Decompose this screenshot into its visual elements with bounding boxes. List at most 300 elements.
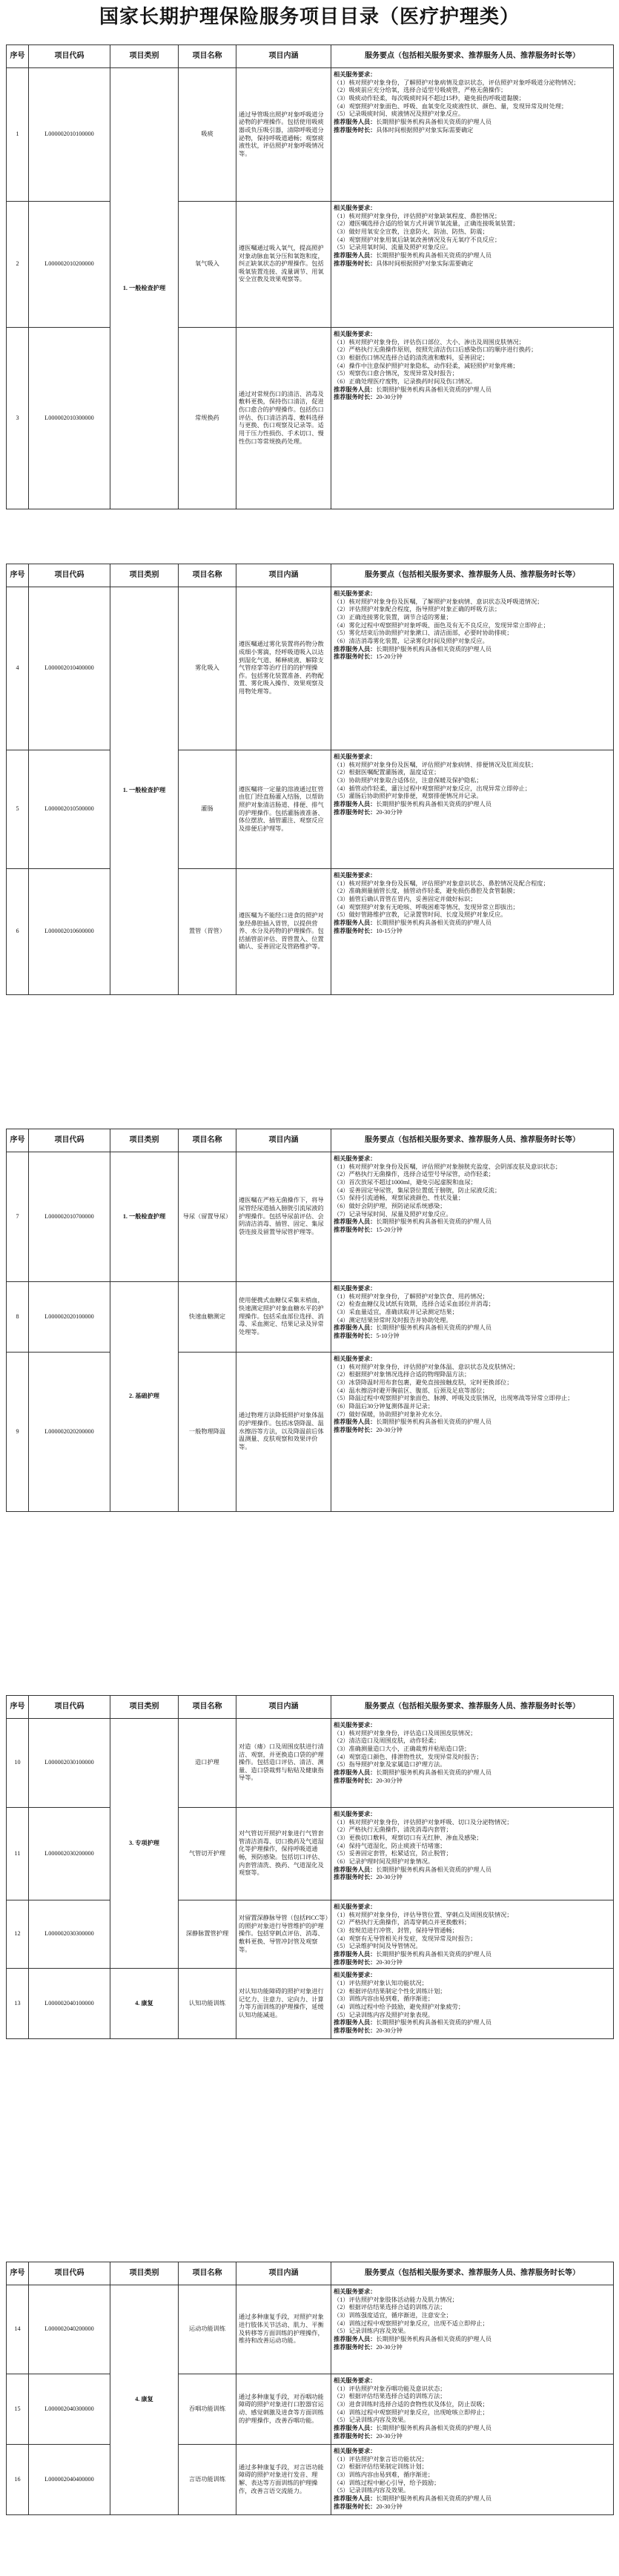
requirements-heading: 相关服务要求： [334,331,377,337]
item-description: 通过多种康复手段，对照护对象进行肢体关节活动、肌力、平衡及转移等方面训练的护理操作，维持和改善运动功能。 [236,2285,331,2374]
requirements-heading: 相关服务要求： [334,2448,377,2454]
row-number: 14 [7,2285,29,2374]
row-number: 15 [7,2374,29,2445]
recommended-duration-label: 推荐服务时长： [334,2503,377,2510]
row-number: 7 [7,1152,29,1282]
item-name: 运动功能训练 [179,2285,236,2374]
recommended-staff-label: 推荐服务人员： [334,1866,377,1873]
item-code: L000002010400000 [29,587,110,750]
table-page-5 [6,2262,613,2515]
requirement-line: （2）根据照护对象情况选择合适的物理降温方法； [334,1371,471,1378]
table-row [7,1719,614,1808]
row-number: 2 [7,202,29,328]
recommended-staff-label: 推荐服务人员： [334,2424,377,2431]
table-header-row [7,1696,614,1719]
column-header: 项目代码 [29,2262,110,2285]
service-table [6,2262,614,2515]
recommended-staff [334,1769,611,1777]
recommended-duration-label: 推荐服务时长： [334,260,377,267]
item-description: 遵医嘱通过吸入氧气，提高照护对象动脉血氧分压和氧饱和度，纠正缺氧状态的护理操作。包括吸氧装置连接、流量调节、用氧安全宣教及效果观察等。 [236,202,331,328]
requirements-heading: 相关服务要求： [334,2288,377,2295]
requirement-line: （1）核对照护对象身份及医嘱，了解照护对象病情、意识状态及呼吸道情况； [334,598,543,605]
item-code: L000002040400000 [29,2445,110,2515]
service-requirements [331,869,614,995]
item-description: 遵医嘱在严格无菌操作下，将导尿管经尿道插入膀胱引流尿液的护理操作。包括导尿前评估、会阴清洁消毒、插管、固定、集尿袋连接及留置导尿管护理等。 [236,1152,331,1282]
item-name: 吸痰 [179,68,236,202]
requirement-line: （2）严格执行无菌操作，消毒穿刺点并更换敷料； [334,1919,471,1926]
recommended-duration-value: 15-20分钟 [376,653,403,661]
recommended-staff-value: 长期照护服务机构具备相关资质的护理人员 [376,386,491,393]
item-name: 快速血糖测定 [179,1282,236,1353]
recommended-duration [334,2433,611,2441]
column-header: 项目内涵 [236,564,331,587]
recommended-staff [334,252,611,260]
recommended-staff-value: 长期照护服务机构具备相关资质的护理人员 [376,2019,491,2027]
row-number: 10 [7,1719,29,1808]
requirement-line: （2）根据评估结果制定个性化训练计划； [334,1987,446,1995]
table-row [7,869,614,995]
recommended-duration-value: 具体时间根据照护对象实际需要确定 [376,126,474,133]
recommended-staff-value: 长期照护服务机构具备相关资质的护理人员 [376,2494,491,2502]
requirement-line: （1）核对照护对象身份，了解照护对象病情及意识状态，评估照护对象呼吸道分泌物情况； [334,79,580,86]
recommended-duration [334,928,611,936]
item-code: L000002030200000 [29,1808,110,1900]
column-header: 项目名称 [179,564,236,587]
row-number: 13 [7,1969,29,2039]
recommended-duration-value: 5-10分钟 [376,1332,400,1339]
item-description: 通过物理方法降低照护对象体温的护理操作。包括冰袋降温、温水擦浴等方法，以及降温前后体温测量、皮肤观察和效果评价等。 [236,1353,331,1512]
item-code: L000002010500000 [29,750,110,869]
row-number: 11 [7,1808,29,1900]
item-name: 造口护理 [179,1719,236,1808]
table-row [7,2445,614,2515]
column-header: 服务要点（包括相关服务要求、推荐服务人员、推荐服务时长等） [331,2262,614,2285]
requirement-line: （4）观察照护对象有无呛咳、呼吸困难等情况，发现异常立即拔出； [334,903,519,911]
requirements-heading: 相关服务要求： [334,1811,377,1817]
requirement-line: （4）训练过程中耐心引导，给予鼓励； [334,2479,440,2486]
service-requirements [331,202,614,328]
item-description: 对留置深静脉导管（包括PICC等）的照护对象进行导管维护的护理操作。包括穿刺点评估、消毒、敷料更换、导管冲封管及观察等。 [236,1900,331,1969]
recommended-duration-label: 推荐服务时长： [334,808,377,816]
item-code: L000002010700000 [29,1152,110,1282]
requirement-line: （4）训练过程中给予鼓励，避免照护对象疲劳； [334,2003,465,2010]
table-row [7,2285,614,2374]
recommended-staff [334,119,611,127]
recommended-staff [334,1419,611,1427]
recommended-duration-label: 推荐服务时长： [334,1958,377,1966]
recommended-staff [334,1951,611,1959]
requirement-line: （6）记录护理时间及照护对象情况。 [334,1857,434,1865]
table-row [7,750,614,869]
requirement-line: （5）记录训练内容及照护对象表现。 [334,2011,434,2018]
requirements-heading: 相关服务要求： [334,590,377,597]
recommended-duration-label: 推荐服务时长： [334,2027,377,2034]
recommended-duration-label: 推荐服务时长： [334,394,377,401]
recommended-duration-value: 20-30分钟 [376,1958,403,1966]
requirement-line: （4）温水擦浴时避开胸前区、腹部、后颈及足底等部位； [334,1387,489,1394]
requirement-line: （1）评估照护对象言语功能状况； [334,2455,428,2463]
recommended-duration [334,1427,611,1435]
table-header-row [7,45,614,68]
column-header: 服务要点（包括相关服务要求、推荐服务人员、推荐服务时长等） [331,1696,614,1719]
requirement-line: （3）进食训练时选择合适的食物性状及体位，防止误吸； [334,2400,489,2408]
requirement-line: （2）检查血糖仪及试纸有效期，选择合适采血部位并消毒； [334,1301,494,1308]
column-header: 序号 [7,2262,29,2285]
item-description: 对造（瘘）口及周围皮肤进行清洁、观察，并更换造口袋的护理操作。包括造口评估、清洁、测量、造口袋裁剪与粘贴及健康指导等。 [236,1719,331,1808]
item-name: 导尿（留置导尿） [179,1152,236,1282]
column-header: 项目名称 [179,2262,236,2285]
item-code: L000002010300000 [29,328,110,509]
column-header: 序号 [7,45,29,68]
requirement-line: （6）正确处理医疗废物，记录换药时间及伤口情况。 [334,377,477,385]
recommended-staff-value: 长期照护服务机构具备相关资质的护理人员 [376,2335,491,2342]
row-number: 3 [7,328,29,509]
recommended-duration-value: 20-30分钟 [376,2432,403,2440]
requirements-heading: 相关服务要求： [334,2377,377,2384]
row-number: 5 [7,750,29,869]
row-number: 4 [7,587,29,750]
requirement-line: （5）雾化结束后协助照护对象漱口、清洁面部，必要时协助排痰； [334,630,513,637]
requirement-line: （1）核对照护对象身份及医嘱，评估照护对象意识状态、鼻腔情况及配合程度； [334,879,549,887]
requirement-line: （3）准确测量造口大小，正确裁剪并粘贴造口袋； [334,1745,471,1752]
requirement-line: （3）插管后确认胃管在胃内，妥善固定并做好标识； [334,895,477,902]
service-table [6,564,614,995]
requirement-line: （1）评估照护对象吞咽功能及意识状态； [334,2385,446,2392]
service-requirements [331,2374,614,2445]
recommended-staff-label: 推荐服务人员： [334,1218,377,1226]
requirement-line: （2）根据医嘱配置灌肠液，温度适宜； [334,769,440,776]
recommended-duration-value: 20-30分钟 [376,1874,403,1881]
recommended-duration-value: 20-30分钟 [376,1426,403,1433]
requirement-line: （1）评估照护对象肢体活动能力及肌力情况； [334,2296,458,2303]
requirement-line: （3）按规范进行冲管、封管，保持导管通畅； [334,1926,458,1934]
requirement-line: （1）核对照护对象身份，评估造口及周围皮肤情况； [334,1729,477,1737]
requirement-line: （4）观察照护对象面色、呼吸、血氧变化及痰液性状、颜色、量，发现异常及时处理； [334,102,568,110]
recommended-duration [334,809,611,817]
item-category: 4. 康复 [110,2285,179,2515]
row-number: 9 [7,1353,29,1512]
column-header: 项目内涵 [236,1129,331,1152]
service-table [6,1129,614,1512]
recommended-staff [334,386,611,394]
requirement-line: （1）核对照护对象身份，评估照护对象缺氧程度、鼻腔情况； [334,212,501,219]
requirements-heading: 相关服务要求： [334,1903,377,1910]
recommended-staff [334,2425,611,2433]
requirement-line: （2）根据评估结果选择合适的训练方法； [334,2304,446,2311]
requirement-line: （5）观察伤口愈合情况，发现异常及时报告； [334,370,458,377]
item-code: L000002020100000 [29,1282,110,1353]
recommended-staff-value: 长期照护服务机构具备相关资质的护理人员 [376,1768,491,1776]
requirement-line: （2）根据评估结果制定训练计划； [334,2463,428,2471]
item-description: 通过导管吸出照护对象呼吸道分泌物的护理操作。包括使用吸痰器或负压吸引器，清除呼吸道分泌物，保持呼吸道通畅；观察痰液性状，评估照护对象呼吸情况等。 [236,68,331,202]
requirement-line: （4）保持气道湿化，防止痰液干结堵塞； [334,1842,446,1849]
column-header: 序号 [7,1129,29,1152]
service-requirements [331,1353,614,1512]
item-code: L000002030100000 [29,1719,110,1808]
requirements-heading: 相关服务要求： [334,1155,377,1162]
recommended-staff-label: 推荐服务人员： [334,1768,377,1776]
recommended-duration-value: 20-30分钟 [376,808,403,816]
requirement-line: （4）测定结果异常时及时报告并协助处理。 [334,1316,452,1324]
column-header: 项目内涵 [236,2262,331,2285]
item-code: L000002020200000 [29,1353,110,1512]
table-row [7,1282,614,1353]
requirements-heading: 相关服务要求： [334,205,377,211]
recommended-staff [334,2336,611,2344]
table-page-3 [6,1129,613,1512]
column-header: 序号 [7,564,29,587]
column-header: 服务要点（包括相关服务要求、推荐服务人员、推荐服务时长等） [331,564,614,587]
requirement-line: （2）遵医嘱选择合适的给氧方式并调节氧流量，正确连接吸氧装置； [334,220,519,228]
recommended-duration-label: 推荐服务时长： [334,927,377,934]
item-name: 吞咽功能训练 [179,2374,236,2445]
service-requirements [331,68,614,202]
recommended-duration [334,127,611,135]
requirement-line: （1）核对照护对象身份，评估导管位置、穿刺点及周围皮肤情况； [334,1911,513,1918]
requirement-line: （3）训练内容由易到难，循序渐进； [334,1995,434,2003]
recommended-staff-label: 推荐服务人员： [334,1419,377,1426]
requirement-line: （2）准确测量插管长度，插管动作轻柔，避免损伤鼻腔及食管黏膜； [334,888,519,895]
item-name: 置管（胃管） [179,869,236,995]
requirement-line: （7）记录导尿时间、尿量及照护对象反应。 [334,1210,452,1218]
recommended-duration [334,1874,611,1882]
requirement-line: （1）核对照护对象身份，评估伤口部位、大小、渗出及周围皮肤情况； [334,338,525,346]
column-header: 项目内涵 [236,45,331,68]
table-page-2 [6,564,613,995]
requirement-line: （5）记录用氧时间、流量及照护对象反应。 [334,244,452,251]
requirements-heading: 相关服务要求： [334,753,377,760]
requirement-line: （5）记录维护时间及导管情况。 [334,1943,422,1950]
table-row [7,1353,614,1512]
requirement-line: （4）插管动作轻柔，灌注过程中观察照护对象反应，出现异常立即停止； [334,785,532,792]
recommended-duration-label: 推荐服务时长： [334,2343,377,2351]
requirement-line: （4）雾化过程中观察照护对象呼吸、面色及有无不良反应，发现异常立即停止； [334,621,549,629]
item-name: 灌肠 [179,750,236,869]
column-header: 服务要点（包括相关服务要求、推荐服务人员、推荐服务时长等） [331,1129,614,1152]
requirements-heading: 相关服务要求： [334,1972,377,1979]
recommended-staff-value: 长期照护服务机构具备相关资质的护理人员 [376,919,491,926]
item-category: 1. 一般检查护理 [110,68,179,509]
row-number: 12 [7,1900,29,1969]
recommended-duration [334,2027,611,2035]
recommended-staff-label: 推荐服务人员： [334,1950,377,1958]
column-header: 项目类别 [110,1129,179,1152]
recommended-duration [334,394,611,402]
item-name: 气管切开护理 [179,1808,236,1900]
recommended-staff-value: 长期照护服务机构具备相关资质的护理人员 [376,800,491,808]
service-requirements [331,1808,614,1900]
requirements-heading: 相关服务要求： [334,872,377,879]
recommended-staff [334,646,611,654]
item-name: 雾化吸入 [179,587,236,750]
recommended-staff-value: 长期照护服务机构具备相关资质的护理人员 [376,1324,491,1332]
recommended-staff-value: 长期照护服务机构具备相关资质的护理人员 [376,1218,491,1226]
requirement-line: （3）采血量适宜，准确读取并记录测定结果； [334,1308,458,1315]
requirement-line: （2）吸痰前应充分给氧，选择合适型号吸痰管，严格无菌操作； [334,87,507,94]
recommended-duration-value: 20-30分钟 [376,2027,403,2034]
item-name: 认知功能训练 [179,1969,236,2039]
table-row [7,328,614,509]
item-description: 遵医嘱为不能经口进食的照护对象经鼻腔插入胃管，以提供营养、水分及药物的护理操作。包括插管前评估、胃管置入、位置确认、妥善固定及管路维护等。 [236,869,331,995]
item-description: 通过多种康复手段，对吞咽功能障碍的照护对象进行口腔器官运动、感觉刺激及进食等方面训练的护理操作，改善吞咽功能。 [236,2374,331,2445]
item-description: 对气管切开照护对象进行气管套管清洁消毒、切口换药及气道湿化等护理操作，保持呼吸道通畅，预防感染。包括切口评估、内套管清洗、换药、气道湿化及观察等。 [236,1808,331,1900]
recommended-duration-label: 推荐服务时长： [334,1332,377,1339]
requirement-line: （6）降温后30分钟复测体温并记录； [334,1402,434,1410]
requirement-line: （5）记录训练内容及效果。 [334,2328,410,2335]
requirement-line: （2）根据评估结果选择合适的训练方法； [334,2393,446,2400]
column-header: 项目类别 [110,1696,179,1719]
recommended-duration-label: 推荐服务时长： [334,1777,377,1784]
requirement-line: （1）核对照护对象身份，评估照护对象呼吸、切口及分泌物情况； [334,1818,513,1826]
requirement-line: （4）操作中注意保护照护对象隐私，动作轻柔，减轻照护对象疼痛； [334,362,519,369]
requirement-line: （5）妥善固定套管，松紧适宜，防止脱管； [334,1850,452,1857]
service-requirements [331,587,614,750]
requirement-line: （3）吸痰动作轻柔，每次吸痰时间不超过15秒，避免损伤呼吸道黏膜； [334,94,525,102]
recommended-duration-label: 推荐服务时长： [334,1874,377,1881]
recommended-duration-label: 推荐服务时长： [334,126,377,133]
table-row [7,202,614,328]
requirements-heading: 相关服务要求： [334,1722,377,1728]
table-row [7,1152,614,1282]
recommended-staff-value: 长期照护服务机构具备相关资质的护理人员 [376,1419,491,1426]
requirement-line: （4）训练过程中观察照护对象反应，出现不适立即停止； [334,2319,489,2327]
requirement-line: （2）严格执行无菌操作原则，按照先清洁伤口后感染伤口的顺序进行换药； [334,346,537,354]
service-requirements [331,2285,614,2374]
requirements-heading: 相关服务要求： [334,1285,377,1292]
requirement-line: （6）清洁消毒雾化装置，记录雾化时间及照护对象反应。 [334,637,489,644]
requirement-line: （5）降温过程中观察照护对象面色、脉搏、呼吸及皮肤情况，出现寒战等异常立即停止； [334,1395,574,1402]
table-row [7,2374,614,2445]
requirement-line: （4）观察造口颜色、排泄物性状，发现异常及时报告； [334,1753,483,1760]
recommended-staff-label: 推荐服务人员： [334,118,377,125]
item-category: 3. 专项护理 [110,1719,179,1969]
recommended-duration-label: 推荐服务时长： [334,1426,377,1433]
table-row [7,1808,614,1900]
service-requirements [331,1152,614,1282]
item-category: 4. 康复 [110,1969,179,2039]
recommended-staff-label: 推荐服务人员： [334,386,377,393]
item-description: 遵医嘱通过雾化装置将药物分散成细小雾滴，经呼吸道吸入以达到湿化气道、稀释痰液、解除支气管痉挛等治疗目的的护理操作。包括雾化装置准备、药物配置、雾化吸入操作、效果观察及用物处理等。 [236,587,331,750]
row-number: 16 [7,2445,29,2515]
recommended-staff-label: 推荐服务人员： [334,251,377,259]
item-category: 2. 基础护理 [110,1282,179,1512]
column-header: 项目名称 [179,1696,236,1719]
recommended-staff [334,1866,611,1875]
recommended-staff-label: 推荐服务人员： [334,2019,377,2027]
column-header: 服务要点（包括相关服务要求、推荐服务人员、推荐服务时长等） [331,45,614,68]
item-name: 氧气吸入 [179,202,236,328]
requirement-line: （5）指导照护对象及家属造口护理方法。 [334,1761,446,1768]
recommended-staff-label: 推荐服务人员： [334,2335,377,2342]
recommended-staff-value: 长期照护服务机构具备相关资质的护理人员 [376,2424,491,2431]
requirement-line: （5）保持引流通畅，观察尿液颜色、性状及量； [334,1195,465,1202]
service-table [6,1695,614,2039]
table-header-row [7,2262,614,2285]
recommended-staff [334,1324,611,1332]
item-description: 对认知功能障碍的照护对象进行记忆力、注意力、定向力、计算力等方面训练的护理操作，延缓认知功能减退。 [236,1969,331,2039]
recommended-staff [334,801,611,809]
requirement-line: （4）训练过程中观察照护对象反应，出现呛咳立即停止； [334,2408,489,2416]
recommended-duration [334,2344,611,2352]
requirements-heading: 相关服务要求： [334,71,377,78]
item-category: 1. 一般检查护理 [110,587,179,995]
column-header: 项目内涵 [236,1696,331,1719]
requirement-line: （2）清洁造口及周围皮肤，动作轻柔； [334,1737,440,1745]
column-header: 项目代码 [29,45,110,68]
recommended-duration [334,653,611,661]
table-row [7,1969,614,2039]
item-code: L000002010600000 [29,869,110,995]
recommended-duration-value: 20-30分钟 [376,394,403,401]
item-code: L000002040200000 [29,2285,110,2374]
item-code: L000002010200000 [29,202,110,328]
service-table [6,44,614,509]
recommended-staff [334,919,611,928]
table-header-row [7,564,614,587]
table-header-row [7,1129,614,1152]
table-row [7,1900,614,1969]
requirement-line: （3）更换切口敷料，观察切口有无红肿、渗血及感染； [334,1834,483,1841]
service-requirements [331,750,614,869]
item-code: L000002030300000 [29,1900,110,1969]
requirement-line: （1）核对照护对象身份，了解照护对象饮食、用药情况； [334,1292,489,1300]
requirement-line: （1）评估照护对象认知功能状况； [334,1979,428,1987]
recommended-duration [334,1226,611,1235]
item-code: L000002040100000 [29,1969,110,2039]
column-header: 项目代码 [29,564,110,587]
requirement-line: （3）根据伤口情况选择合适的清洗液和敷料，妥善固定； [334,354,489,361]
requirement-line: （5）记录吸痰时间、痰液情况及照护对象反应。 [334,110,465,118]
recommended-staff [334,2495,611,2503]
item-description: 遵医嘱将一定量的溶液通过肛管由肛门经直肠灌入结肠，以帮助照护对象清洁肠道、排便、排气的护理操作。包括灌肠液准备、体位摆放、插管灌注、观察反应及排便后护理等。 [236,750,331,869]
requirements-heading: 相关服务要求： [334,1355,377,1362]
table-page-4 [6,1695,613,2039]
recommended-staff-value: 长期照护服务机构具备相关资质的护理人员 [376,1950,491,1958]
requirement-line: （3）正确连接雾化装置，调节合适的雾量； [334,613,452,621]
item-name: 言语功能训练 [179,2445,236,2515]
service-requirements [331,328,614,509]
recommended-staff-label: 推荐服务人员： [334,1324,377,1332]
recommended-staff-value: 长期照护服务机构具备相关资质的护理人员 [376,1866,491,1873]
column-header: 项目类别 [110,45,179,68]
requirement-line: （2）严格执行无菌操作，选择合适型号导尿管，动作轻柔； [334,1171,494,1178]
recommended-duration [334,1959,611,1967]
service-requirements [331,2445,614,2515]
requirement-line: （6）做好会阴护理，预防泌尿系统感染； [334,1202,446,1209]
item-description: 通过对常规伤口的清洁、消毒及敷料更换，保持伤口清洁，促进伤口愈合的护理操作。包括伤口评估、伤口清洁消毒、敷料选择与更换、伤口观察及记录等。适用于压力性损伤、手术切口、慢性伤口等常规换药处理。 [236,328,331,509]
recommended-duration-value: 15-20分钟 [376,1226,403,1233]
recommended-staff-label: 推荐服务人员： [334,800,377,808]
recommended-staff-value: 长期照护服务机构具备相关资质的护理人员 [376,251,491,259]
item-code: L000002040300000 [29,2374,110,2445]
recommended-duration-value: 10-15分钟 [376,927,403,934]
service-requirements [331,1282,614,1353]
column-header: 项目类别 [110,564,179,587]
row-number: 1 [7,68,29,202]
row-number: 8 [7,1282,29,1353]
recommended-duration-label: 推荐服务时长： [334,653,377,661]
column-header: 项目名称 [179,1129,236,1152]
recommended-duration-value: 20-30分钟 [376,1777,403,1784]
document-title: 国家长期护理保险服务项目目录（医疗护理类） [99,6,520,27]
recommended-duration [334,2503,611,2511]
column-header: 项目代码 [29,1129,110,1152]
requirement-line: （1）核对照护对象身份及医嘱，评估照护对象病情、排便情况及肛周皮肤； [334,761,537,768]
recommended-staff [334,2019,611,2027]
recommended-staff-value: 长期照护服务机构具备相关资质的护理人员 [376,118,491,125]
table-row [7,587,614,750]
table-row [7,68,614,202]
